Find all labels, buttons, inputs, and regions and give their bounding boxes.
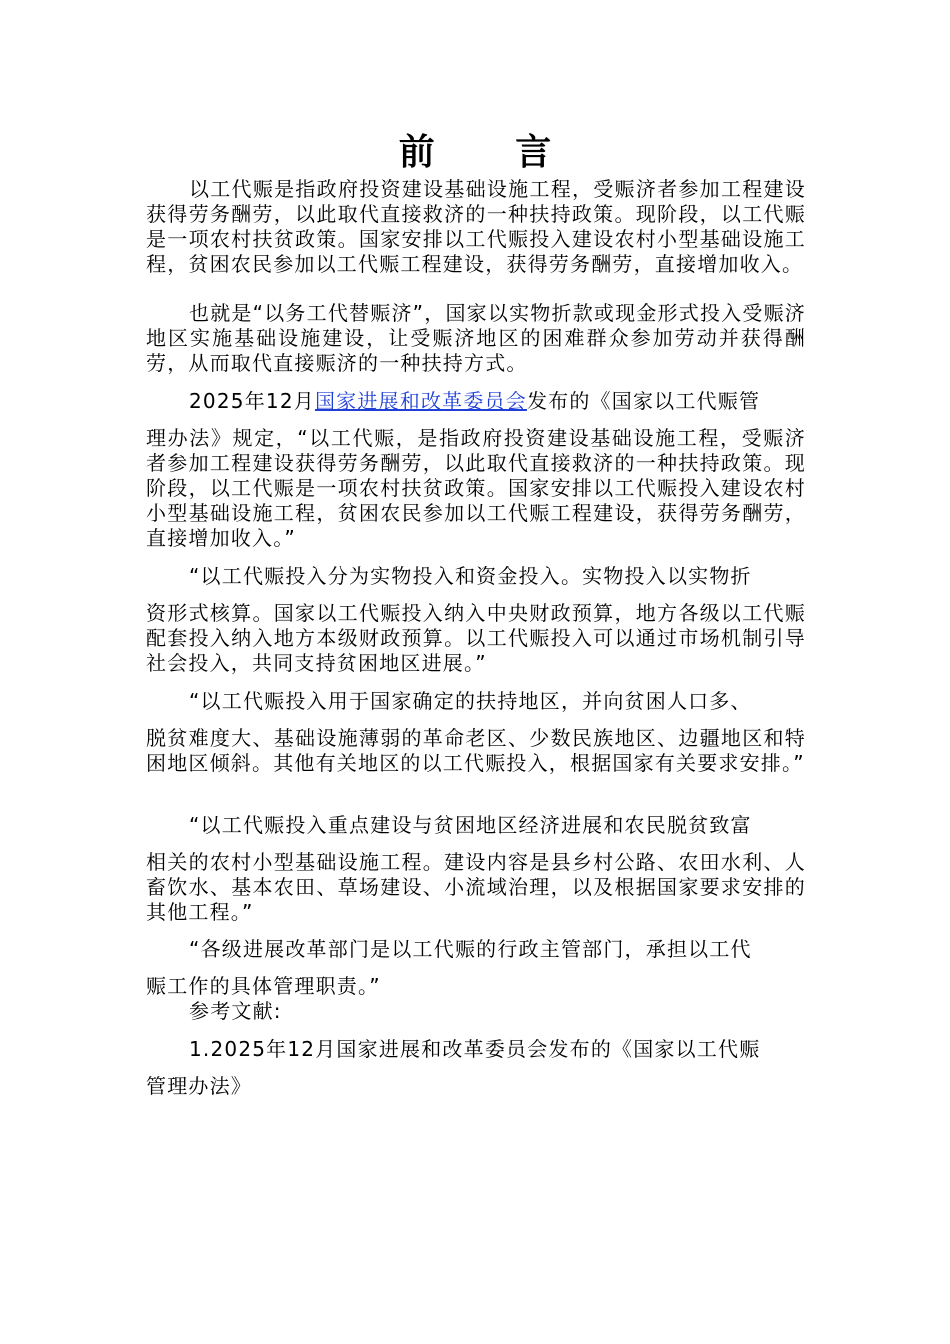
paragraph-3-lead [146,389,806,414]
paragraph-2: 也就是“以务工代替赈济”，国家以实物折款或现金形式投入受赈济地区实施基础设施建设，让受赈济地区的困难群众参加劳动并获得酬劳，从而取代直接赈济的一种扶持方式。 [146,301,806,375]
paragraph-6-lead: “以工代赈投入重点建设与贫困地区经济进展和农民脱贫致富 [189,813,752,837]
paragraph-5 [146,689,806,776]
paragraph-5-lead: “以工代赈投入用于国家确定的扶持地区，并向贫困人口多、 [189,689,752,713]
paragraph-5-body: 脱贫难度大、基础设施薄弱的革命老区、少数民族地区、边疆地区和特困地区倾斜。其他有关地区的以工代赈投入，根据国家有关要求安排。” [146,726,806,775]
paragraph-6 [146,813,806,925]
reference-1 [146,1037,806,1099]
paragraph-4 [146,564,806,676]
paragraph-6-body: 相关的农村小型基础设施工程。建设内容是县乡村公路、农田水利、人畜饮水、基本农田、草场建设、小流域治理，以及根据国家要求安排的其他工程。” [146,850,806,924]
paragraph-4-body: 资形式核算。国家以工代赈投入纳入中央财政预算，地方各级以工代赈配套投入纳入地方本级财政预算。以工代赈投入可以通过市场机制引导社会投入，共同支持贫困地区进展。” [146,601,806,675]
reference-1-lead: 1.2025年12月国家进展和改革委员会发布的《国家以工代赈 [189,1037,761,1061]
paragraph-1: 以工代赈是指政府投资建设基础设施工程，受赈济者参加工程建设获得劳务酬劳，以此取代直接救济的一种扶持政策。现阶段，以工代赈是一项农村扶贫政策。国家安排以工代赈投入建设农村小型基础设施工程，贫困农民参加以工代赈工程建设，获得劳务酬劳，直接增加收入。 [146,177,806,276]
paragraph-7 [146,937,806,999]
paragraph-3-body: 理办法》规定，“以工代赈，是指政府投资建设基础设施工程，受赈济者参加工程建设获得劳务酬劳，以此取代直接救济的一种扶持政策。现阶段，以工代赈是一项农村扶贫政策。国家安排以工代赈投入建设农村小型基础设施工程，贫困农民参加以工代赈工程建设，获得劳务酬劳，直接增加收入。” [146,426,806,550]
paragraph-7-body: 赈工作的具体管理职责。” [146,974,381,998]
paragraph-3-date: 2025年12月 [189,389,315,413]
ndrc-link[interactable]: 国家进展和改革委员会 [314,389,527,413]
references-heading [146,999,806,1024]
paragraph-3 [146,389,806,551]
paragraph-4-lead: “以工代赈投入分为实物投入和资金投入。实物投入以实物折 [189,564,752,588]
references-heading-text: 参考文献: [189,999,282,1023]
paragraph-3-lead-tail: 发布的《国家以工代赈管 [526,389,761,413]
paragraph-7-lead: “各级进展改革部门是以工代赈的行政主管部门，承担以工代 [189,937,752,961]
reference-1-body: 管理办法》 [146,1074,252,1098]
page-title: 前 言 [398,131,586,173]
